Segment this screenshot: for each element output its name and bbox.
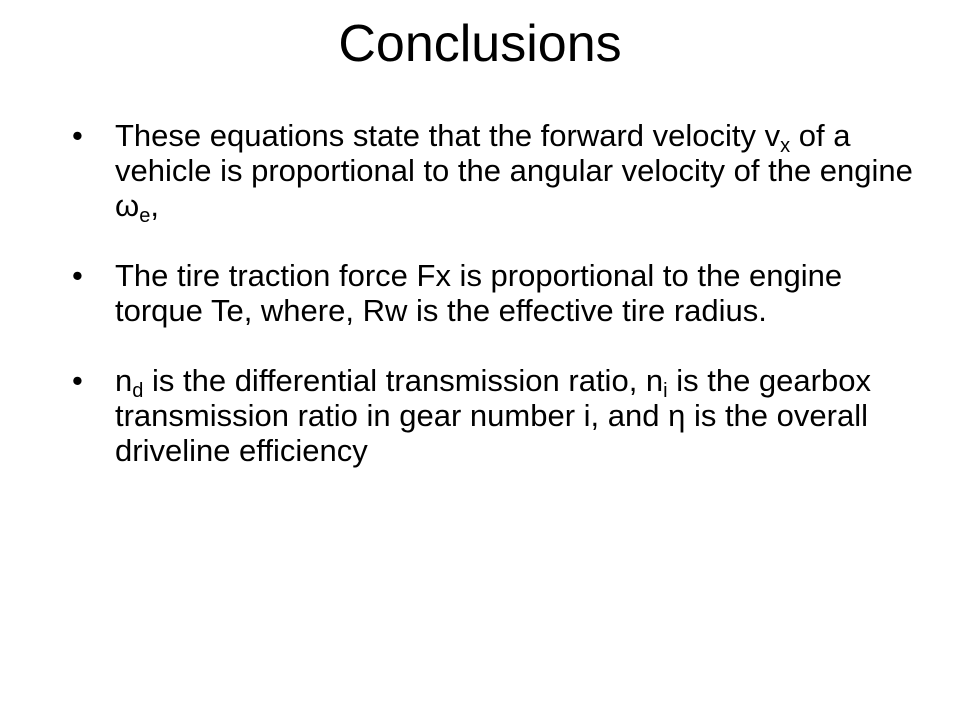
bullet-dot-icon: • [72,363,83,398]
bullet-text: n [115,363,133,398]
bullet-text: is the gearbox transmission ratio in gear number i, and η is the overall driveline efficiency [115,363,871,468]
bullet-item-velocity [72,118,922,227]
subscript: d [132,380,144,402]
bullet-item-traction [72,258,922,328]
subscript: i [663,380,668,402]
bullet-dot-icon: • [72,118,83,153]
bullet-dot-icon: • [72,258,83,293]
bullet-list [72,118,922,503]
slide-title: Conclusions [338,15,622,73]
bullet-text: These equations state that the forward velocity v [115,118,781,153]
bullet-text: of a vehicle is proportional to the angular velocity of the engine ω [115,118,913,223]
subscript: x [780,135,791,157]
subscript: e [139,205,151,227]
bullet-item-transmission [72,363,922,468]
bullet-text: , [150,188,159,223]
bullet-text: The tire traction force Fx is proportional to the engine torque Te, where, Rw is the effective tire radius. [115,258,843,328]
bullet-text: is the differential transmission ratio, n [143,363,664,398]
